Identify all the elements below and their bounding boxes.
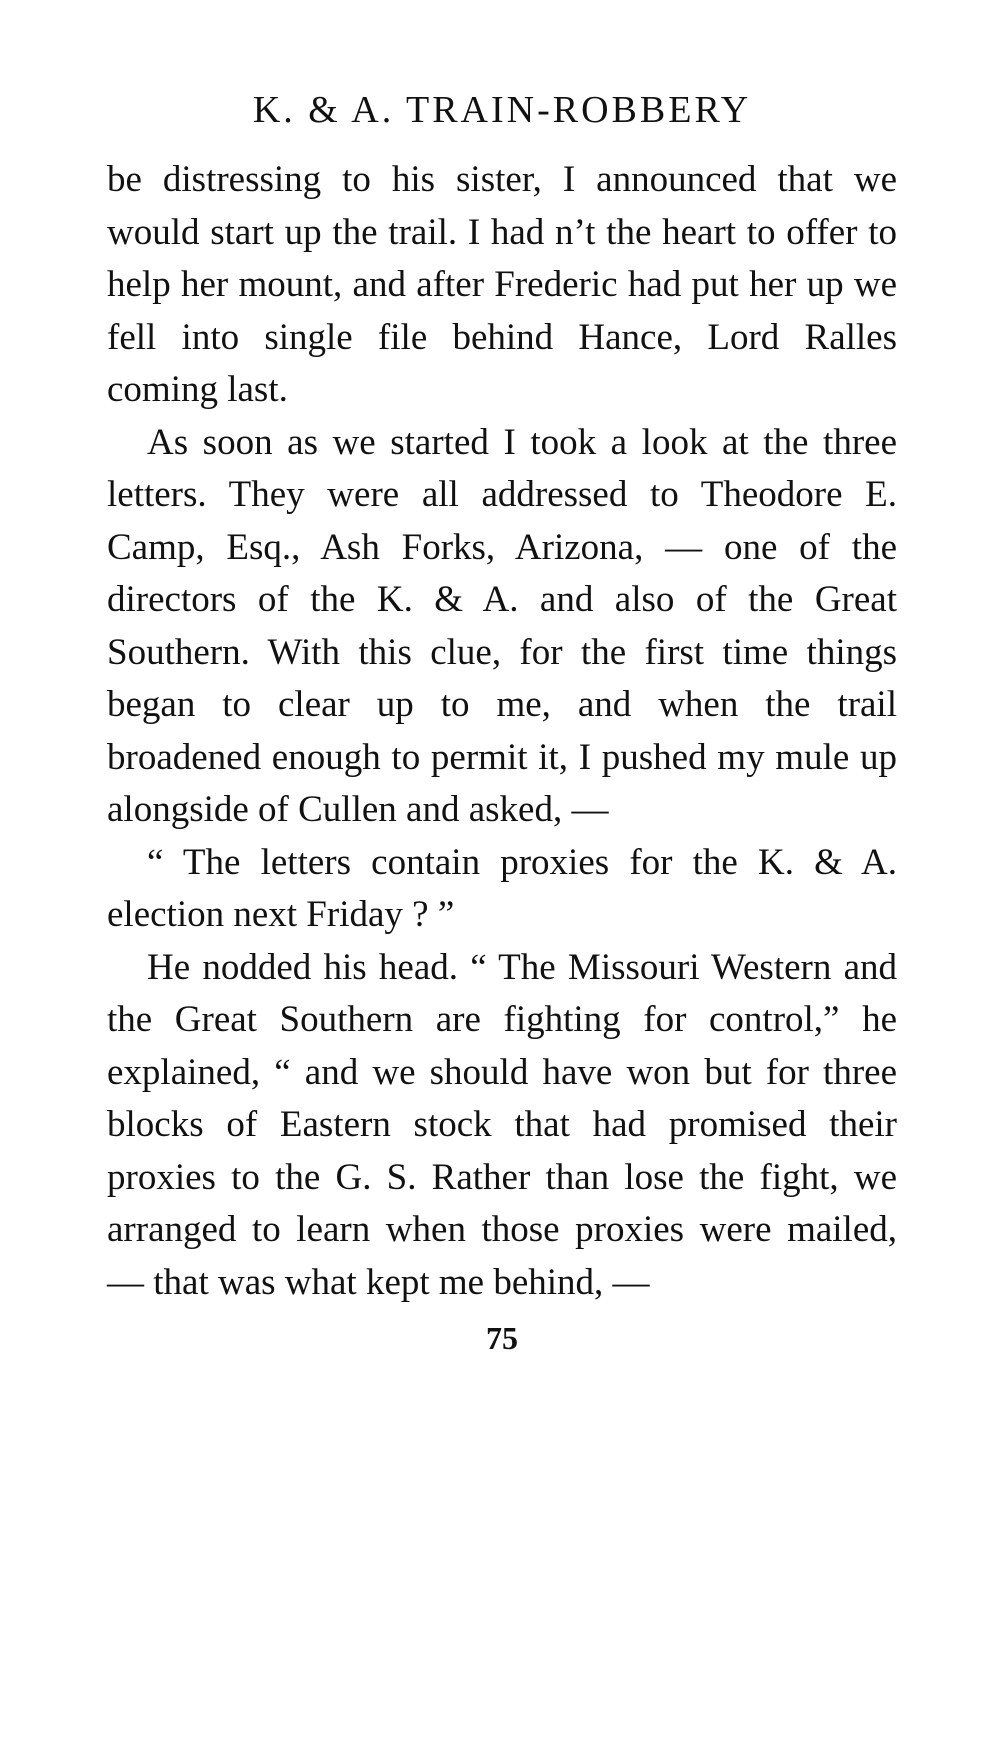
paragraph-explanation: He nodded his head. “ The Missouri Western and the Great Southern are fighting for control,” he explained, “ and we should have won but for three blocks of Eastern stock that had promised their proxies to the G. S. Rather than lose the fight, we arranged to learn when those proxies were mailed, — that was what kept me behind, — <box>107 946 897 1303</box>
paragraph-question: “ The letters contain proxies for the K. & A. election next Friday ? ” <box>107 841 897 935</box>
body-text <box>107 154 897 1309</box>
paragraph-continuation: be distressing to his sister, I announced that we would start up the trail. I had n’t the heart to offer to help her mount, and after Frederic had put her up we fell into single file behind Hance, Lord Ralles coming last. <box>107 159 897 410</box>
page-number: 75 <box>486 1320 518 1356</box>
running-head: K. & A. TRAIN-ROBBERY <box>252 89 752 131</box>
paragraph-letters: As soon as we started I took a look at the three letters. They were all addressed to Theodore E. Camp, Esq., Ash Forks, Arizona, — one of the directors of the K. & A. and also of the Great Southern. With this clue, for the first time things began to clear up to me, and when the trail broadened enough to permit it, I pushed my mule up alongside of Cullen and asked, — <box>107 421 897 830</box>
book-page <box>107 84 897 1363</box>
